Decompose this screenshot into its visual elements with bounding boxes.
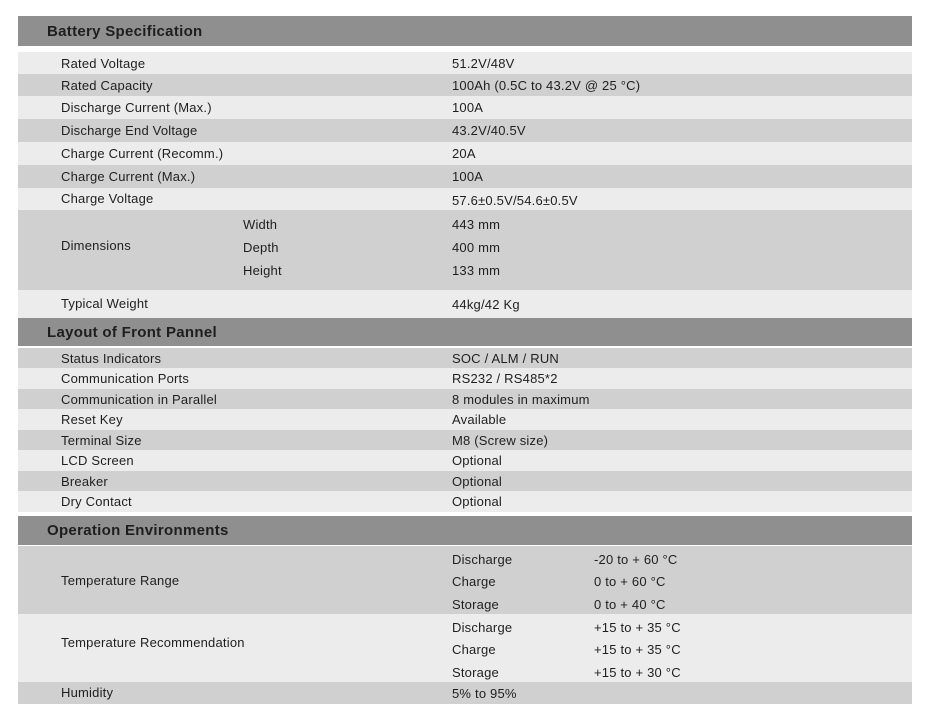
spec-row-rated-capacity [18,74,912,96]
spec-label: Discharge End Voltage [61,123,198,138]
dimension-label-depth: Depth [243,240,279,255]
section-header-battery [18,16,912,46]
env-sub-label-storage: Storage [452,597,499,612]
env-row-humidity [18,682,912,704]
env-sub-label-discharge: Discharge [452,620,513,635]
spec-value: 51.2V/48V [452,56,515,71]
panel-value: 8 modules in maximum [452,392,590,407]
spec-row-discharge-current [18,96,912,119]
panel-label: LCD Screen [61,453,134,468]
panel-row-breaker [18,471,912,491]
spec-label: Charge Current (Max.) [61,169,196,184]
env-sub-label-charge: Charge [452,642,496,657]
spec-label: Discharge Current (Max.) [61,100,212,115]
spec-value: 100A [452,169,484,184]
dimension-label-height: Height [243,263,282,278]
panel-label: Communication in Parallel [61,392,218,407]
env-sub-value-storage: 0 to + 40 °C [594,597,666,612]
env-sub-value-charge: 0 to + 60 °C [594,574,666,589]
env-sub-value-discharge: -20 to + 60 °C [594,552,678,567]
panel-label: Breaker [61,474,108,489]
spec-label: Charge Current (Recomm.) [61,146,224,161]
panel-label: Reset Key [61,412,123,427]
dimension-value-depth: 400 mm [452,240,501,255]
section-header-front-panel [18,318,912,346]
spec-value: 100Ah (0.5C to 43.2V @ 25 °C) [452,78,641,93]
spec-row-typical-weight [18,290,912,318]
spec-value: 44kg/42 Kg [452,297,520,312]
spec-value: 20A [452,146,476,161]
panel-value: Available [452,412,507,427]
panel-row-reset-key [18,409,912,430]
section-header-environment [18,516,912,545]
panel-row-lcd-screen [18,450,912,471]
spec-row-rated-voltage [18,52,912,74]
spec-value: 57.6±0.5V/54.6±0.5V [452,193,578,208]
env-label: Temperature Recommendation [61,635,245,650]
section-title: Battery Specification [47,22,203,40]
dimension-value-width: 443 mm [452,217,501,232]
spec-value: 43.2V/40.5V [452,123,526,138]
spec-row-charge-current-recomm [18,142,912,165]
panel-row-status-indicators [18,348,912,368]
panel-value: Optional [452,494,503,509]
env-row-temperature-range [18,546,912,614]
env-value: 5% to 95% [452,686,517,701]
panel-label: Status Indicators [61,351,162,366]
panel-value: RS232 / RS485*2 [452,371,558,386]
dimension-label-width: Width [243,217,278,232]
panel-value: Optional [452,474,503,489]
panel-value: M8 (Screw size) [452,433,549,448]
env-sub-value-discharge: +15 to + 35 °C [594,620,681,635]
panel-value: Optional [452,453,503,468]
section-title: Layout of Front Pannel [47,323,217,341]
env-sub-value-charge: +15 to + 35 °C [594,642,681,657]
panel-row-terminal-size [18,430,912,450]
env-sub-label-storage: Storage [452,665,499,680]
panel-row-communication-parallel [18,389,912,409]
dimension-value-height: 133 mm [452,263,501,278]
panel-row-dry-contact [18,491,912,512]
section-title: Operation Environments [47,522,229,539]
env-sub-label-charge: Charge [452,574,496,589]
spec-row-dimensions [18,210,912,290]
env-row-temperature-recommendation [18,614,912,682]
panel-value: SOC / ALM / RUN [452,351,560,366]
spec-label: Charge Voltage [61,191,154,206]
env-sub-value-storage: +15 to + 30 °C [594,665,681,680]
env-label: Humidity [61,685,114,700]
spec-row-charge-current-max [18,165,912,188]
panel-label: Dry Contact [61,494,132,509]
env-label: Temperature Range [61,573,180,588]
panel-label: Terminal Size [61,433,142,448]
spec-label: Rated Voltage [61,56,146,71]
env-sub-label-discharge: Discharge [452,552,513,567]
spec-label: Rated Capacity [61,78,153,93]
spec-row-discharge-end-voltage [18,119,912,142]
spec-value: 100A [452,100,484,115]
panel-label: Communication Ports [61,371,190,386]
spec-label: Dimensions [61,238,131,253]
panel-row-communication-ports [18,368,912,389]
spec-row-charge-voltage [18,188,912,210]
spec-label: Typical Weight [61,296,149,311]
